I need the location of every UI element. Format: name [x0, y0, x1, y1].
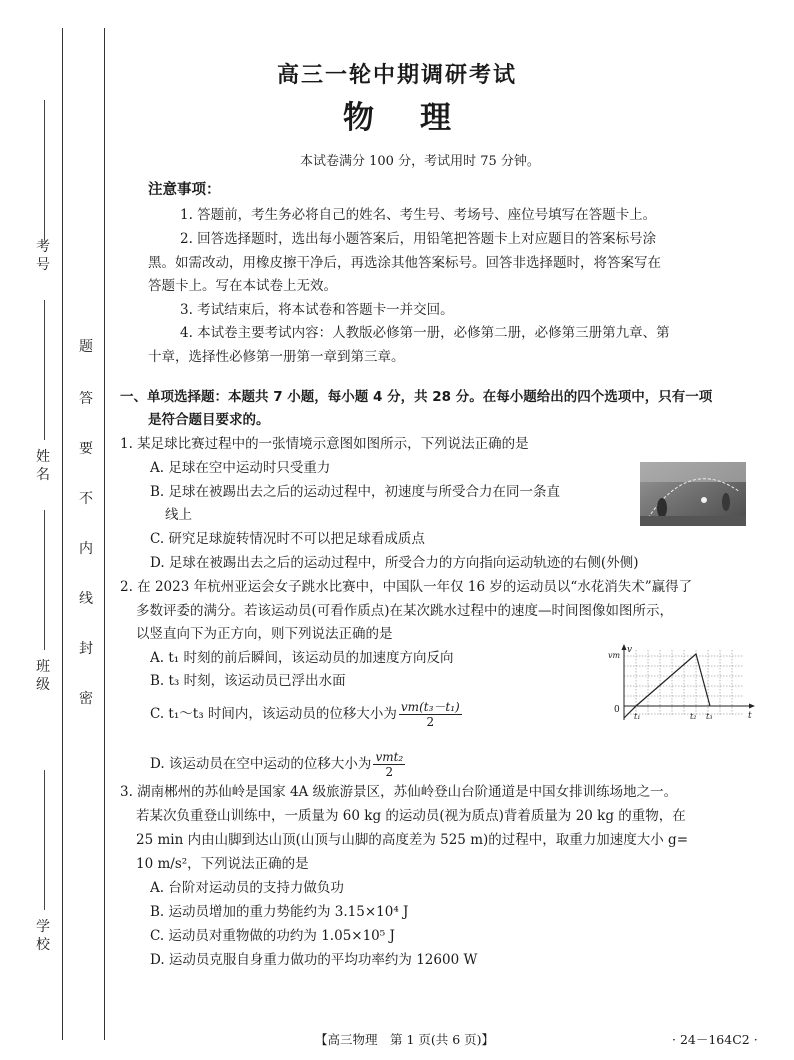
velocity-time-graph — [608, 642, 758, 728]
graph-t-label: t — [748, 711, 752, 721]
section1-line-2: 是符合题目要求的。 — [148, 412, 270, 428]
q3-option-a: A. 台阶对运动员的支持力做负功 — [150, 880, 344, 896]
graph-origin-label: 0 — [614, 705, 620, 715]
notice-line-6: 4. 本试卷主要考试内容：人教版必修第一册，必修第二册，必修第三册第九章、第 — [180, 325, 670, 341]
notice-line-4: 答题卡上。写在本试卷上无效。 — [148, 278, 337, 294]
exam-title: 高三一轮中期调研考试 — [276, 63, 517, 88]
q2-option-d-denominator: 2 — [385, 765, 394, 779]
write-line-banji[interactable] — [44, 510, 46, 650]
q2-option-c-numerator: vm(t₃－t₁) — [400, 700, 460, 714]
notice-line-2: 2. 回答选择题时，选出每小题答案后，用铅笔把答题卡上对应题目的答案标号涂 — [180, 231, 657, 247]
graph-vm-label: vm — [608, 651, 621, 660]
seal-char-7: 封 — [79, 641, 93, 657]
q1-option-c: C. 研究足球旋转情况时不可以把足球看成质点 — [150, 531, 425, 547]
exam-info: 本试卷满分 100 分，考试用时 75 分钟。 — [300, 154, 540, 169]
football-scene-image — [640, 462, 746, 526]
subject-title: 物理 — [343, 100, 497, 136]
q3-stem-line3: 25 min 内由山脚到达山顶(山顶与山脚的高度差为 525 m)的过程中，取重力加速度大小 g= — [136, 832, 689, 848]
q2-option-d-text: D. 该运动员在空中运动的位移大小为 — [150, 756, 372, 772]
q2-option-b: B. t₃ 时刻，该运动员已浮出水面 — [150, 673, 346, 689]
seal-char-3: 要 — [79, 441, 93, 457]
q3-stem-line1: 3. 湖南郴州的苏仙岭是国家 4A 级旅游景区，苏仙岭登山台阶通道是中国女排训练场地之一。 — [120, 784, 678, 800]
page-footer: 【高三物理 第 1 页(共 6 页)】 — [315, 1032, 495, 1047]
graph-v-axis-arrow — [622, 644, 627, 650]
q1-option-d: D. 足球在被踢出去之后的运动过程中，所受合力的方向指向运动轨迹的右侧(外侧) — [150, 555, 639, 571]
q2-stem-line1: 2. 在 2023 年杭州亚运会女子跳水比赛中，中国队一年仅 16 岁的运动员以“水花消失术”赢得了 — [120, 579, 693, 595]
q2-option-d — [150, 750, 407, 779]
exam-code: · 24－164C2 · — [672, 1032, 758, 1047]
notice-heading: 注意事项： — [148, 182, 221, 198]
q1-option-a: A. 足球在空中运动时只受重力 — [150, 460, 331, 476]
notice-line-1: 1. 答题前，考生务必将自己的姓名、考生号、考场号、座位号填写在答题卡上。 — [180, 207, 657, 223]
q2-option-c — [150, 700, 464, 729]
q2-option-d-fraction — [373, 750, 405, 779]
binding-line-left — [62, 28, 63, 1040]
write-line-xuexiao[interactable] — [44, 770, 46, 910]
seal-char-6: 线 — [79, 591, 93, 607]
seal-char-1: 题 — [79, 339, 93, 355]
q3-stem-line2: 若某次负重登山训练中，一质量为 60 kg 的运动员(视为质点)背着质量为 20 kg 的重物，在 — [136, 808, 686, 824]
q3-option-b: B. 运动员增加的重力势能约为 3.15×10⁴ J — [150, 904, 409, 920]
q3-option-d: D. 运动员克服自身重力做功的平均功率约为 12600 W — [150, 952, 478, 968]
q2-option-c-denominator: 2 — [426, 715, 435, 729]
write-line-xingming[interactable] — [44, 300, 46, 440]
graph-t3-label: t₃ — [706, 712, 713, 721]
binding-line-right — [104, 28, 105, 1040]
q1-option-b-line1: B. 足球在被踢出去之后的运动过程中，初速度与所受合力在同一条直 — [150, 484, 561, 500]
label-xuexiao: 学校 — [36, 919, 50, 953]
q3-stem-line4: 10 m/s²，下列说法正确的是 — [136, 856, 309, 872]
q2-option-c-text: C. t₁～t₃ 时间内，该运动员的位移大小为 — [150, 706, 397, 722]
graph-v-label: v — [627, 645, 633, 655]
label-banji: 班级 — [36, 659, 50, 693]
q2-stem-line3: 以竖直向下为正方向，则下列说法正确的是 — [136, 626, 393, 642]
seal-char-5: 内 — [79, 541, 93, 557]
q2-option-d-numerator: vmt₂ — [375, 750, 404, 764]
notice-line-3: 黑。如需改动，用橡皮擦干净后，再选涂其他答案标号。回答非选择题时，将答案写在 — [148, 255, 661, 271]
seal-char-8: 密 — [79, 691, 93, 707]
section1-line-1: 一、单项选择题：本题共 7 小题，每小题 4 分，共 28 分。在每小题给出的四个选项中，只有一项 — [120, 389, 713, 405]
q1-option-b-line2: 线上 — [165, 507, 192, 523]
notice-line-5: 3. 考试结束后，将本试卷和答题卡一并交回。 — [180, 302, 454, 318]
notice-line-7: 十章，选择性必修第一册第一章到第三章。 — [148, 349, 405, 365]
q2-stem-line2: 多数评委的满分。若该运动员(可看作质点)在某次跳水过程中的速度—时间图像如图所示， — [136, 603, 674, 619]
graph-t1-label: t₁ — [634, 712, 641, 721]
graph-t2-label: t₂ — [690, 712, 697, 721]
q2-option-a: A. t₁ 时刻的前后瞬间，该运动员的加速度方向反向 — [150, 650, 454, 666]
graph-t-axis-arrow — [749, 704, 755, 709]
label-kaohao: 考号 — [36, 239, 50, 273]
q3-option-c: C. 运动员对重物做的功约为 1.05×10⁵ J — [150, 928, 395, 944]
q1-stem: 1. 某足球比赛过程中的一张情境示意图如图所示，下列说法正确的是 — [120, 436, 529, 452]
seal-char-2: 答 — [79, 391, 93, 407]
seal-char-4: 不 — [79, 491, 93, 507]
q2-option-c-fraction — [399, 700, 462, 729]
label-xingming: 姓名 — [36, 449, 50, 483]
